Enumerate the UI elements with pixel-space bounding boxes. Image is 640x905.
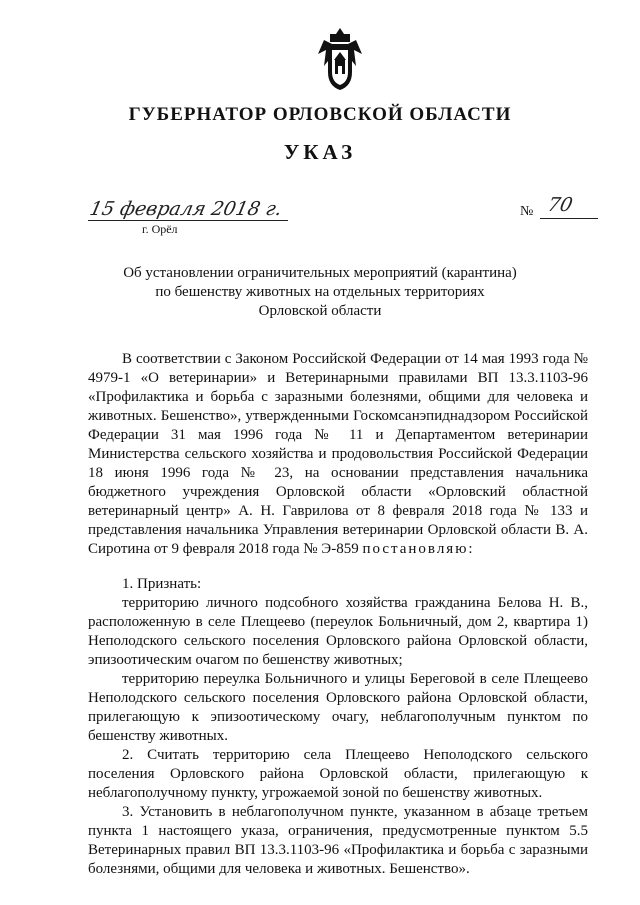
decree-formula: постановляю: <box>362 541 475 557</box>
number-underline <box>540 218 598 219</box>
subject-line: Орловской области <box>258 303 382 319</box>
preamble-text: В соответствии с Законом Российской Федерации от 14 мая 1993 года № 4979-1 «О ветеринарии» и Ветеринарными правилами ВП 13.3.1103-96 «Профилактика и борьба с заразными болезнями, общими для человека и животных. Бешенство», утвержденными Госкомсанэпиднадзором Российской Федерации 31 мая 1996 года № 11 и Департаментом ветеринарии Министерства сельского хозяйства и продовольствия Российской Федерации 18 июня 1996 года № 23, на основании представления начальника бюджетного учреждения Орловской области «Орловский областной ветеринарный центр» А. Н. Гаврилова от 8 февраля 2018 года № 133 и представления начальника Управления ветеринарии Орловской области В. А. Сиротина от 9 февраля 2018 года № Э-859 <box>88 351 588 557</box>
clause-1-unfavorable-point-paragraph: территорию переулка Больничного и улицы Береговой в селе Плещеево Неполодского сельского поселения Орловского района Орловской области, прилегающую к эпизоотическому очагу, неблагополучным пунктом по бешенству животных. <box>88 671 588 744</box>
document-body <box>88 350 588 879</box>
clause-1-heading: 1. Признать: <box>122 576 202 592</box>
document-number: 70 <box>545 194 575 216</box>
document-city: г. Орёл <box>142 222 178 236</box>
date-underline <box>88 220 288 221</box>
subject-line: Об установлении ограничительных мероприятий (карантина) <box>123 265 517 281</box>
clause-2-paragraph: 2. Считать территорию села Плещеево Неполодского сельского поселения Орловского района Орловской области, прилегающую к неблагополучному пункту, угрожаемой зоной по бешенству животных. <box>88 747 588 801</box>
number-label: № <box>520 204 534 219</box>
subject-line: по бешенству животных на отдельных территориях <box>155 284 485 300</box>
orel-region-coat-of-arms-icon <box>318 26 362 92</box>
preamble-paragraph <box>88 350 588 559</box>
document-date: 15 февраля 2018 г. <box>87 198 284 220</box>
issuing-authority: ГУБЕРНАТОР ОРЛОВСКОЙ ОБЛАСТИ <box>128 104 512 125</box>
clause-3-paragraph: 3. Установить в неблагополучном пункте, указанном в абзаце третьем пункта 1 настоящего указа, ограничения, предусмотренные пунктом 5.5 Ветеринарных правил ВП 13.3.1103-96 «Профилактика и борьба с заразными болезнями, общими для человека и животных. Бешенство». <box>88 804 588 877</box>
document-type: УКАЗ <box>283 140 357 164</box>
document-subject <box>100 264 540 321</box>
clause-1-outbreak-paragraph: территорию личного подсобного хозяйства гражданина Белова Н. В., расположенную в селе Плещеево (переулок Больничный, дом 2, квартира 1) Неполодского сельского поселения Орловского района Орловской области, эпизоотическим очагом по бешенству животных; <box>88 595 588 668</box>
